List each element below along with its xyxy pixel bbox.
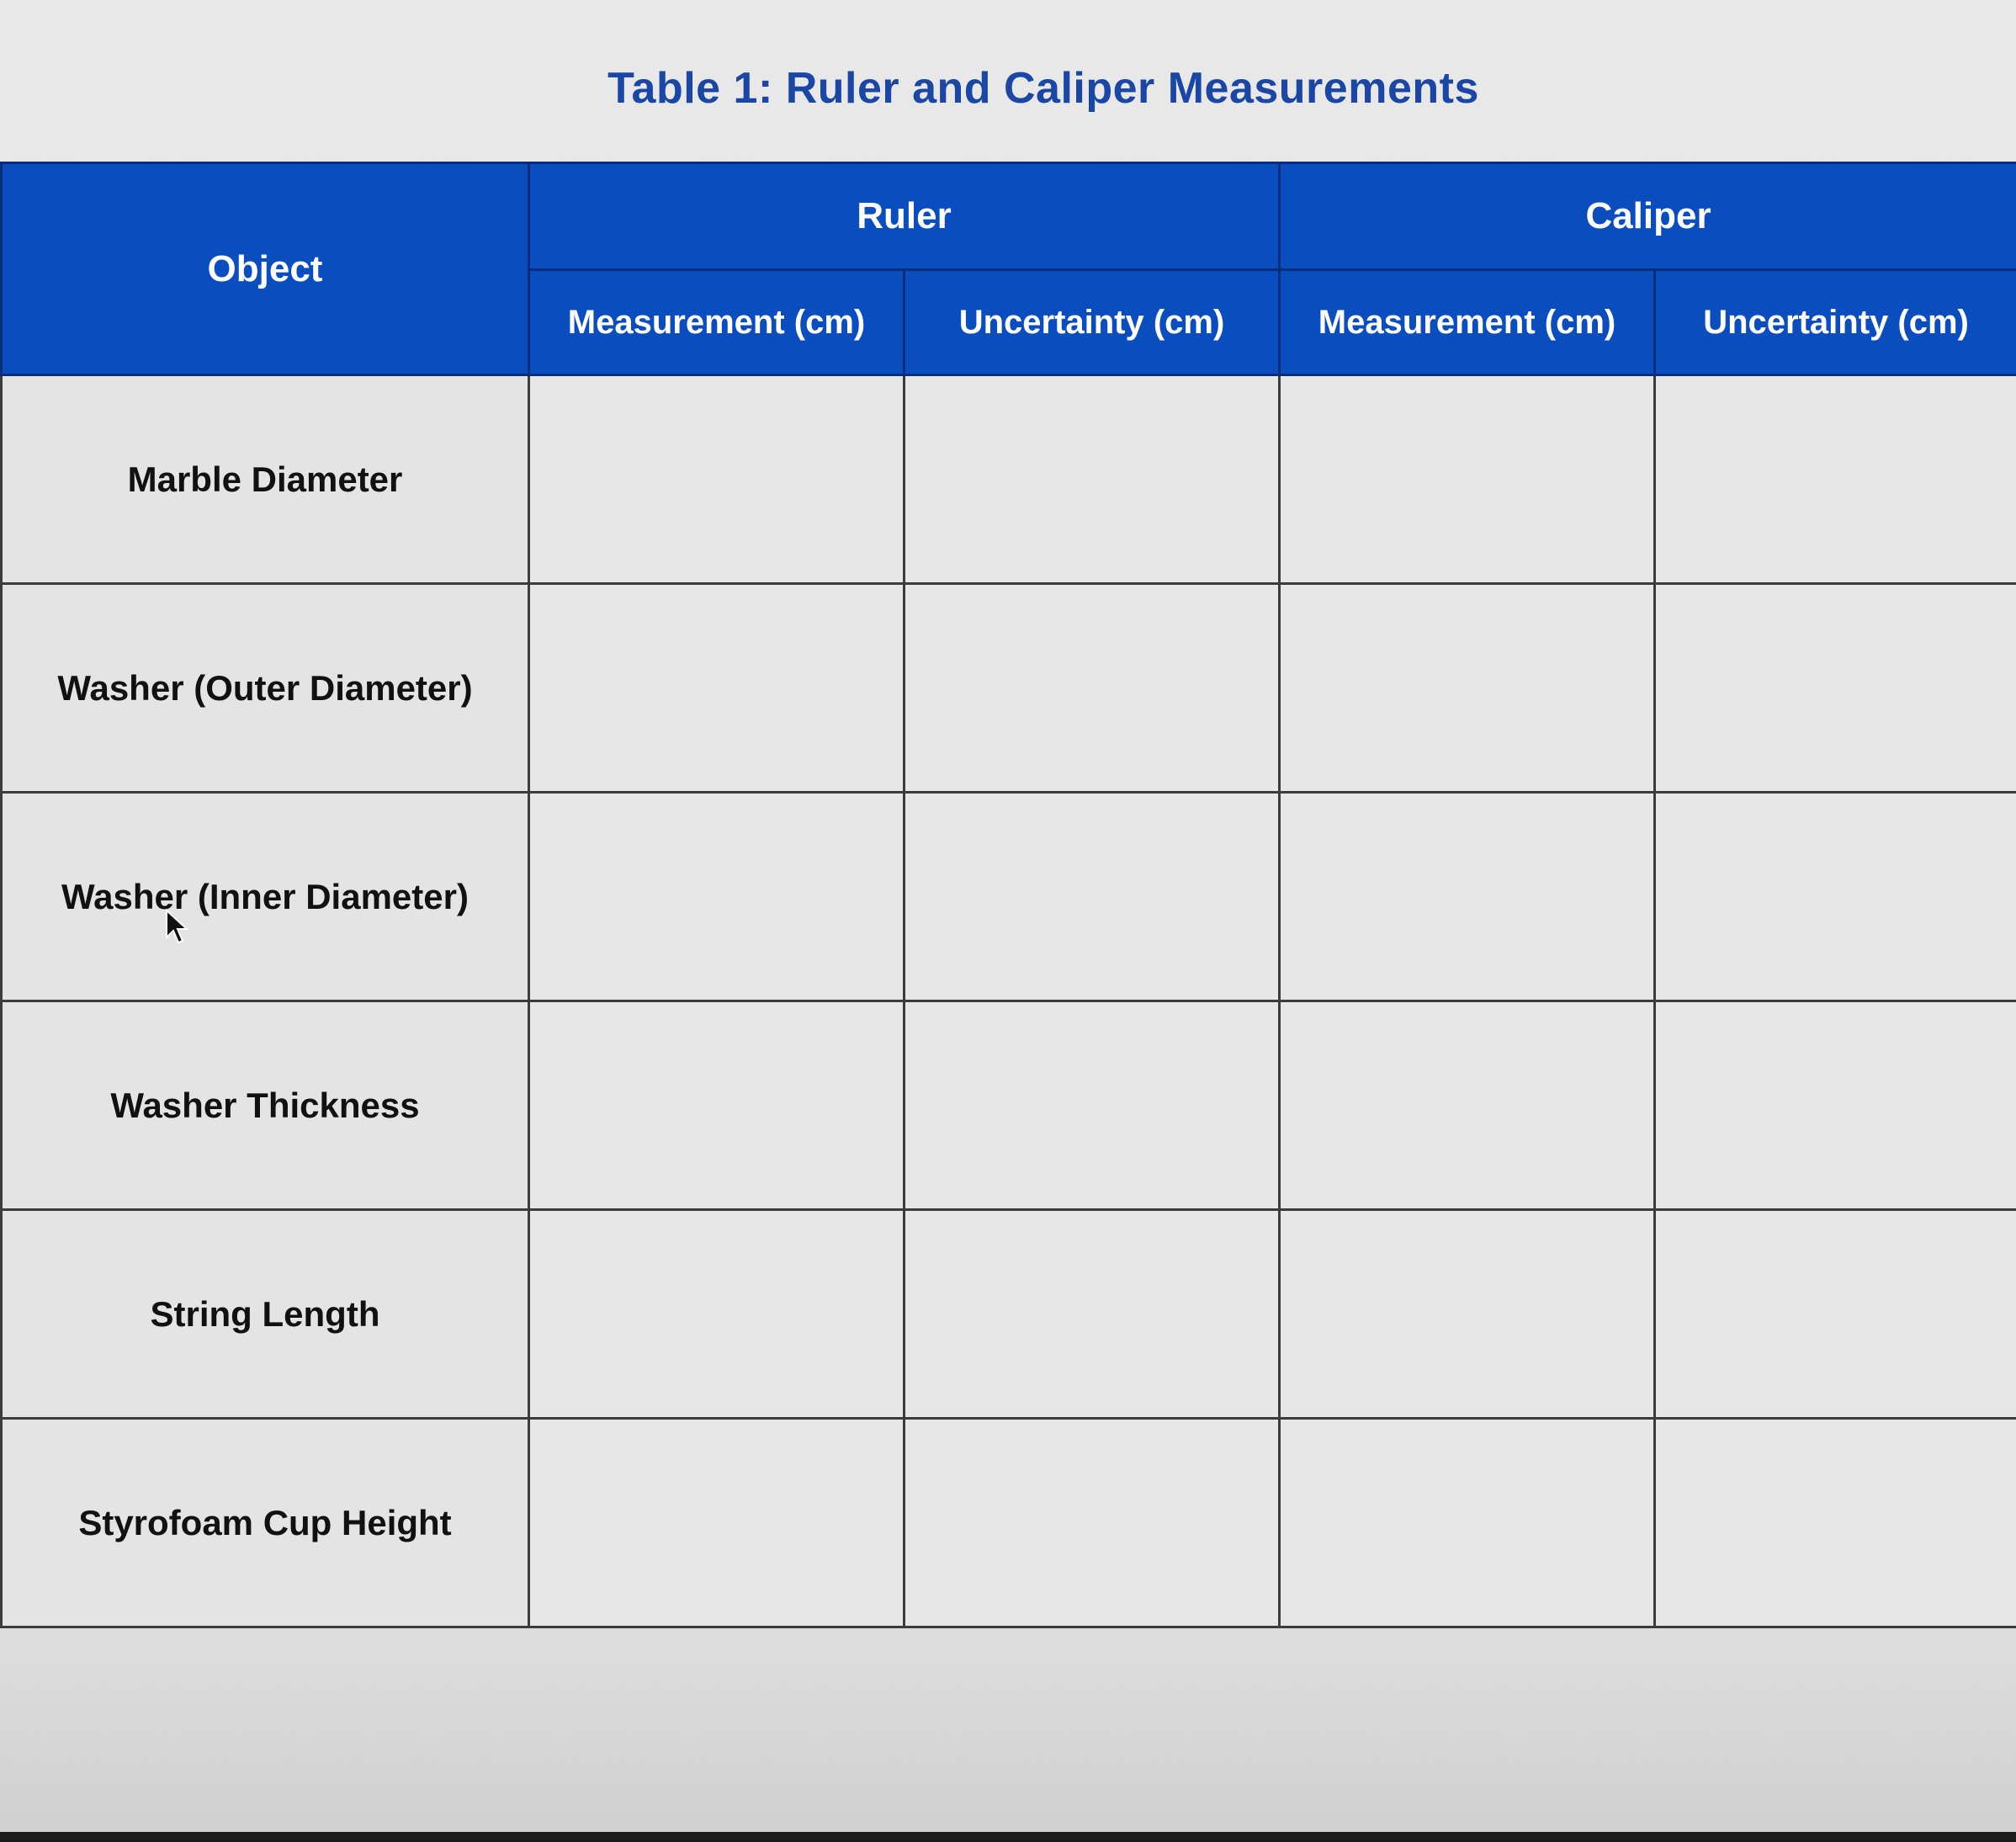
caliper-measurement-cell[interactable] xyxy=(1280,793,1655,1001)
caliper-uncertainty-cell[interactable] xyxy=(1655,1001,2016,1210)
ruler-measurement-cell[interactable] xyxy=(529,793,905,1001)
table-title: Table 1: Ruler and Caliper Measurements xyxy=(607,64,1479,113)
caliper-measurement-header: Measurement (cm) xyxy=(1280,270,1655,375)
table-row xyxy=(2,375,2016,584)
caliper-measurement-cell[interactable] xyxy=(1280,1419,1655,1627)
caliper-uncertainty-cell[interactable] xyxy=(1655,1210,2016,1419)
table-row xyxy=(2,1210,2016,1419)
caliper-uncertainty-cell[interactable] xyxy=(1655,1419,2016,1627)
caliper-measurement-cell[interactable] xyxy=(1280,1210,1655,1419)
ruler-measurement-header: Measurement (cm) xyxy=(529,270,905,375)
caliper-measurement-cell[interactable] xyxy=(1280,584,1655,793)
table-row xyxy=(2,1001,2016,1210)
caliper-uncertainty-cell[interactable] xyxy=(1655,793,2016,1001)
row-label-styrofoam-cup-height: Styrofoam Cup Height xyxy=(2,1419,529,1627)
caliper-group-header: Caliper xyxy=(1280,163,2016,270)
row-label-marble-diameter: Marble Diameter xyxy=(2,375,529,584)
row-label-string-length: String Length xyxy=(2,1210,529,1419)
ruler-uncertainty-cell[interactable] xyxy=(905,584,1280,793)
ruler-uncertainty-cell[interactable] xyxy=(905,793,1280,1001)
table-row xyxy=(2,793,2016,1001)
ruler-uncertainty-cell[interactable] xyxy=(905,375,1280,584)
ruler-group-header: Ruler xyxy=(529,163,1280,270)
ruler-uncertainty-cell[interactable] xyxy=(905,1210,1280,1419)
ruler-uncertainty-cell[interactable] xyxy=(905,1419,1280,1627)
screen-bezel xyxy=(0,1832,2016,1842)
header-row-groups xyxy=(2,163,2016,270)
mouse-pointer-icon xyxy=(165,909,190,946)
table-header xyxy=(2,163,2016,375)
caliper-uncertainty-cell[interactable] xyxy=(1655,584,2016,793)
object-column-header: Object xyxy=(2,163,529,375)
caliper-uncertainty-header: Uncertainty (cm) xyxy=(1655,270,2016,375)
row-label-washer-inner-diameter: Washer (Inner Diameter) xyxy=(2,793,529,1001)
table-row xyxy=(2,1419,2016,1627)
caliper-uncertainty-cell[interactable] xyxy=(1655,375,2016,584)
ruler-uncertainty-cell[interactable] xyxy=(905,1001,1280,1210)
ruler-measurement-cell[interactable] xyxy=(529,1001,905,1210)
table-row xyxy=(2,584,2016,793)
row-label-washer-outer-diameter: Washer (Outer Diameter) xyxy=(2,584,529,793)
caliper-measurement-cell[interactable] xyxy=(1280,375,1655,584)
ruler-measurement-cell[interactable] xyxy=(529,1419,905,1627)
measurements-table xyxy=(0,162,2016,1628)
table-body xyxy=(2,375,2016,1627)
ruler-uncertainty-header: Uncertainty (cm) xyxy=(905,270,1280,375)
measurements-table-container xyxy=(0,162,2016,1628)
ruler-measurement-cell[interactable] xyxy=(529,375,905,584)
caliper-measurement-cell[interactable] xyxy=(1280,1001,1655,1210)
ruler-measurement-cell[interactable] xyxy=(529,584,905,793)
ruler-measurement-cell[interactable] xyxy=(529,1210,905,1419)
row-label-washer-thickness: Washer Thickness xyxy=(2,1001,529,1210)
